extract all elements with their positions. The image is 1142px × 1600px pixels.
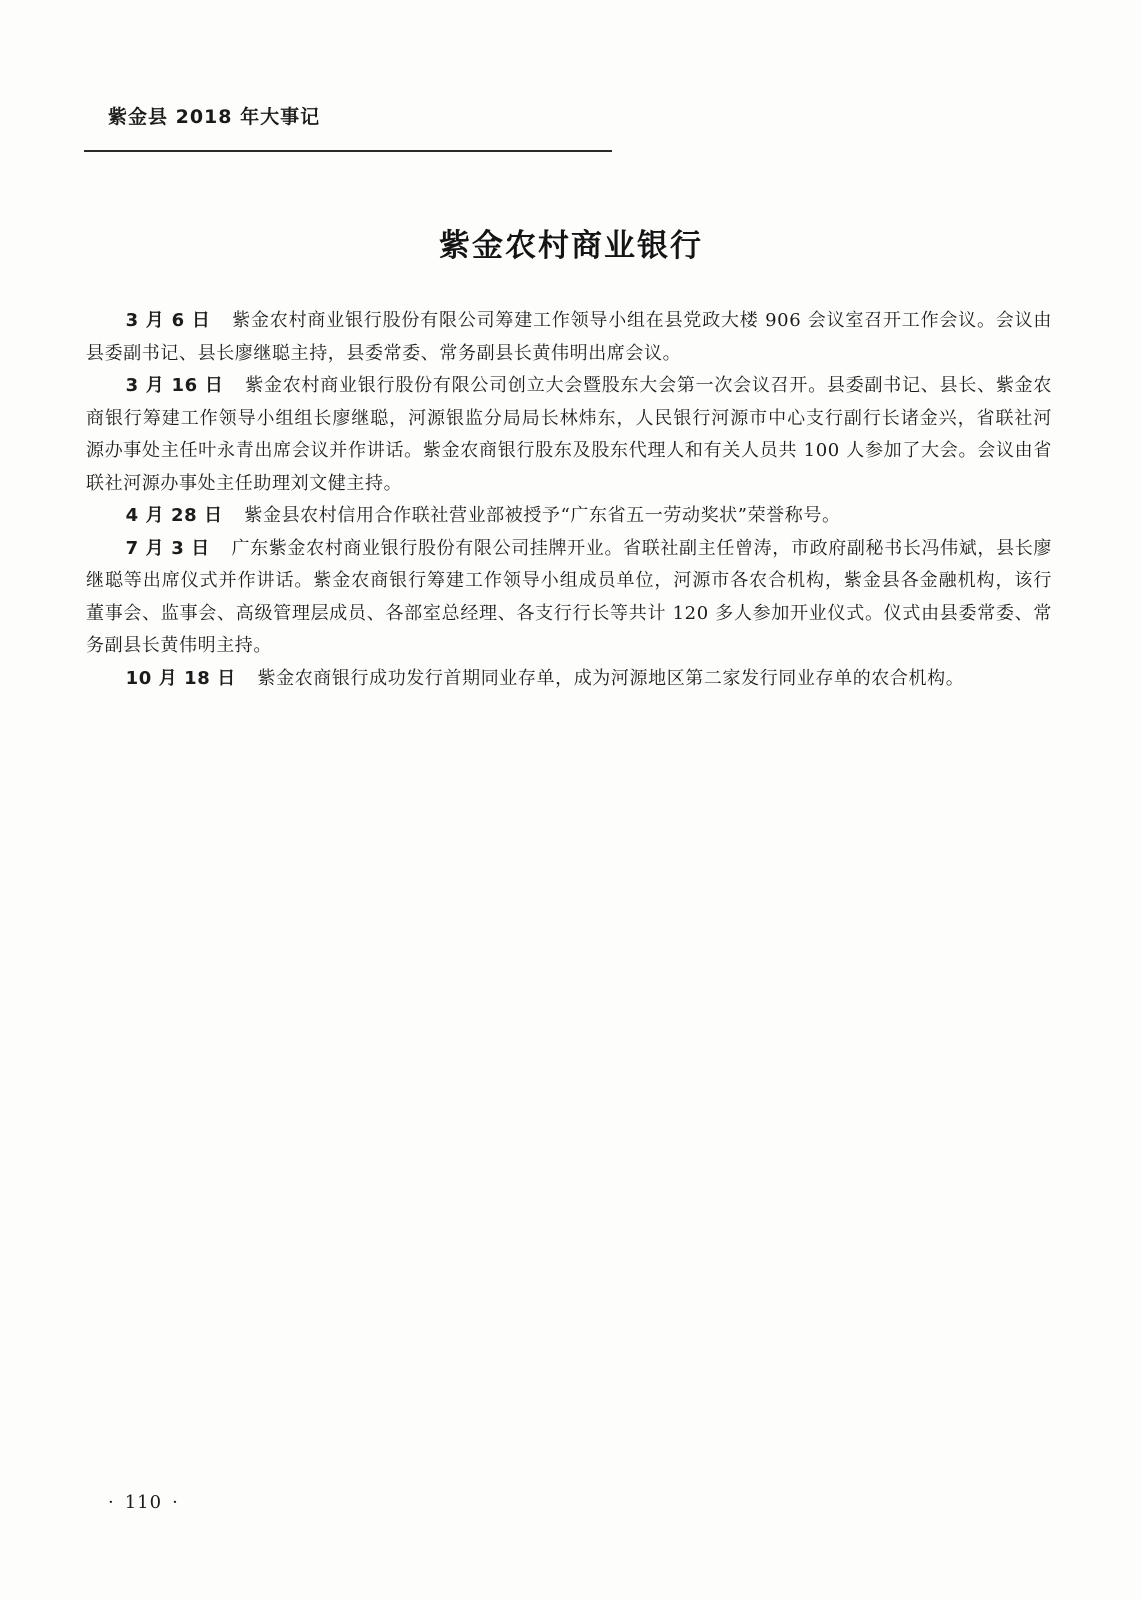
event-date: 3 月 16 日 — [125, 375, 224, 396]
event-text: 广东紫金农村商业银行股份有限公司挂牌开业。省联社副主任曾涛，市政府副秘书长冯伟斌，县长廖继聪等出席仪式并作讲话。紫金农商银行筹建工作领导小组成员单位，河源市各农合机构，紫金县各金融机构，该行董事会、监事会、高级管理层成员、各部室总经理、各支行行长等共计 120 多人参加开业仪式。仪式由县委常委、常务副县长黄伟明主持。 — [86, 537, 1052, 656]
section-title: 紫金农村商业银行 — [439, 228, 703, 264]
header-divider — [84, 150, 612, 152]
running-header: 紫金县 2018 年大事记 — [108, 106, 321, 128]
event-text: 紫金农村商业银行股份有限公司创立大会暨股东大会第一次会议召开。县委副书记、县长、紫金农商银行筹建工作领导小组组长廖继聪，河源银监分局局长林炜东，人民银行河源市中心支行副行长诸金兴，省联社河源办事处主任叶永青出席会议并作讲话。紫金农商银行股东及股东代理人和有关人员共 100 人参加了大会。会议由省联社河源办事处主任助理刘文健主持。 — [86, 375, 1052, 494]
event-list — [86, 305, 1052, 695]
event-date: 3 月 6 日 — [125, 310, 211, 331]
event-entry — [86, 500, 1052, 533]
event-date: 7 月 3 日 — [125, 537, 210, 559]
event-entry — [86, 370, 1052, 500]
event-entry — [86, 305, 1052, 370]
event-entry — [86, 663, 1052, 696]
event-text: 紫金农商银行成功发行首期同业存单，成为河源地区第二家发行同业存单的农合机构。 — [257, 667, 965, 689]
event-text: 紫金县农村信用合作联社营业部被授予“广东省五一劳动奖状”荣誉称号。 — [244, 505, 841, 526]
page-number-value: 110 — [124, 1492, 163, 1513]
event-entry — [86, 533, 1052, 663]
event-date: 4 月 28 日 — [125, 505, 223, 526]
event-date: 10 月 18 日 — [125, 667, 236, 689]
page-number-left-dot: · — [108, 1492, 115, 1513]
event-text: 紫金农村商业银行股份有限公司筹建工作领导小组在县党政大楼 906 会议室召开工作会议。会议由县委副书记、县长廖继聪主持，县委常委、常务副县长黄伟明出席会议。 — [86, 310, 1052, 364]
page-number-right-dot: · — [172, 1492, 179, 1513]
page-number — [98, 1492, 189, 1513]
